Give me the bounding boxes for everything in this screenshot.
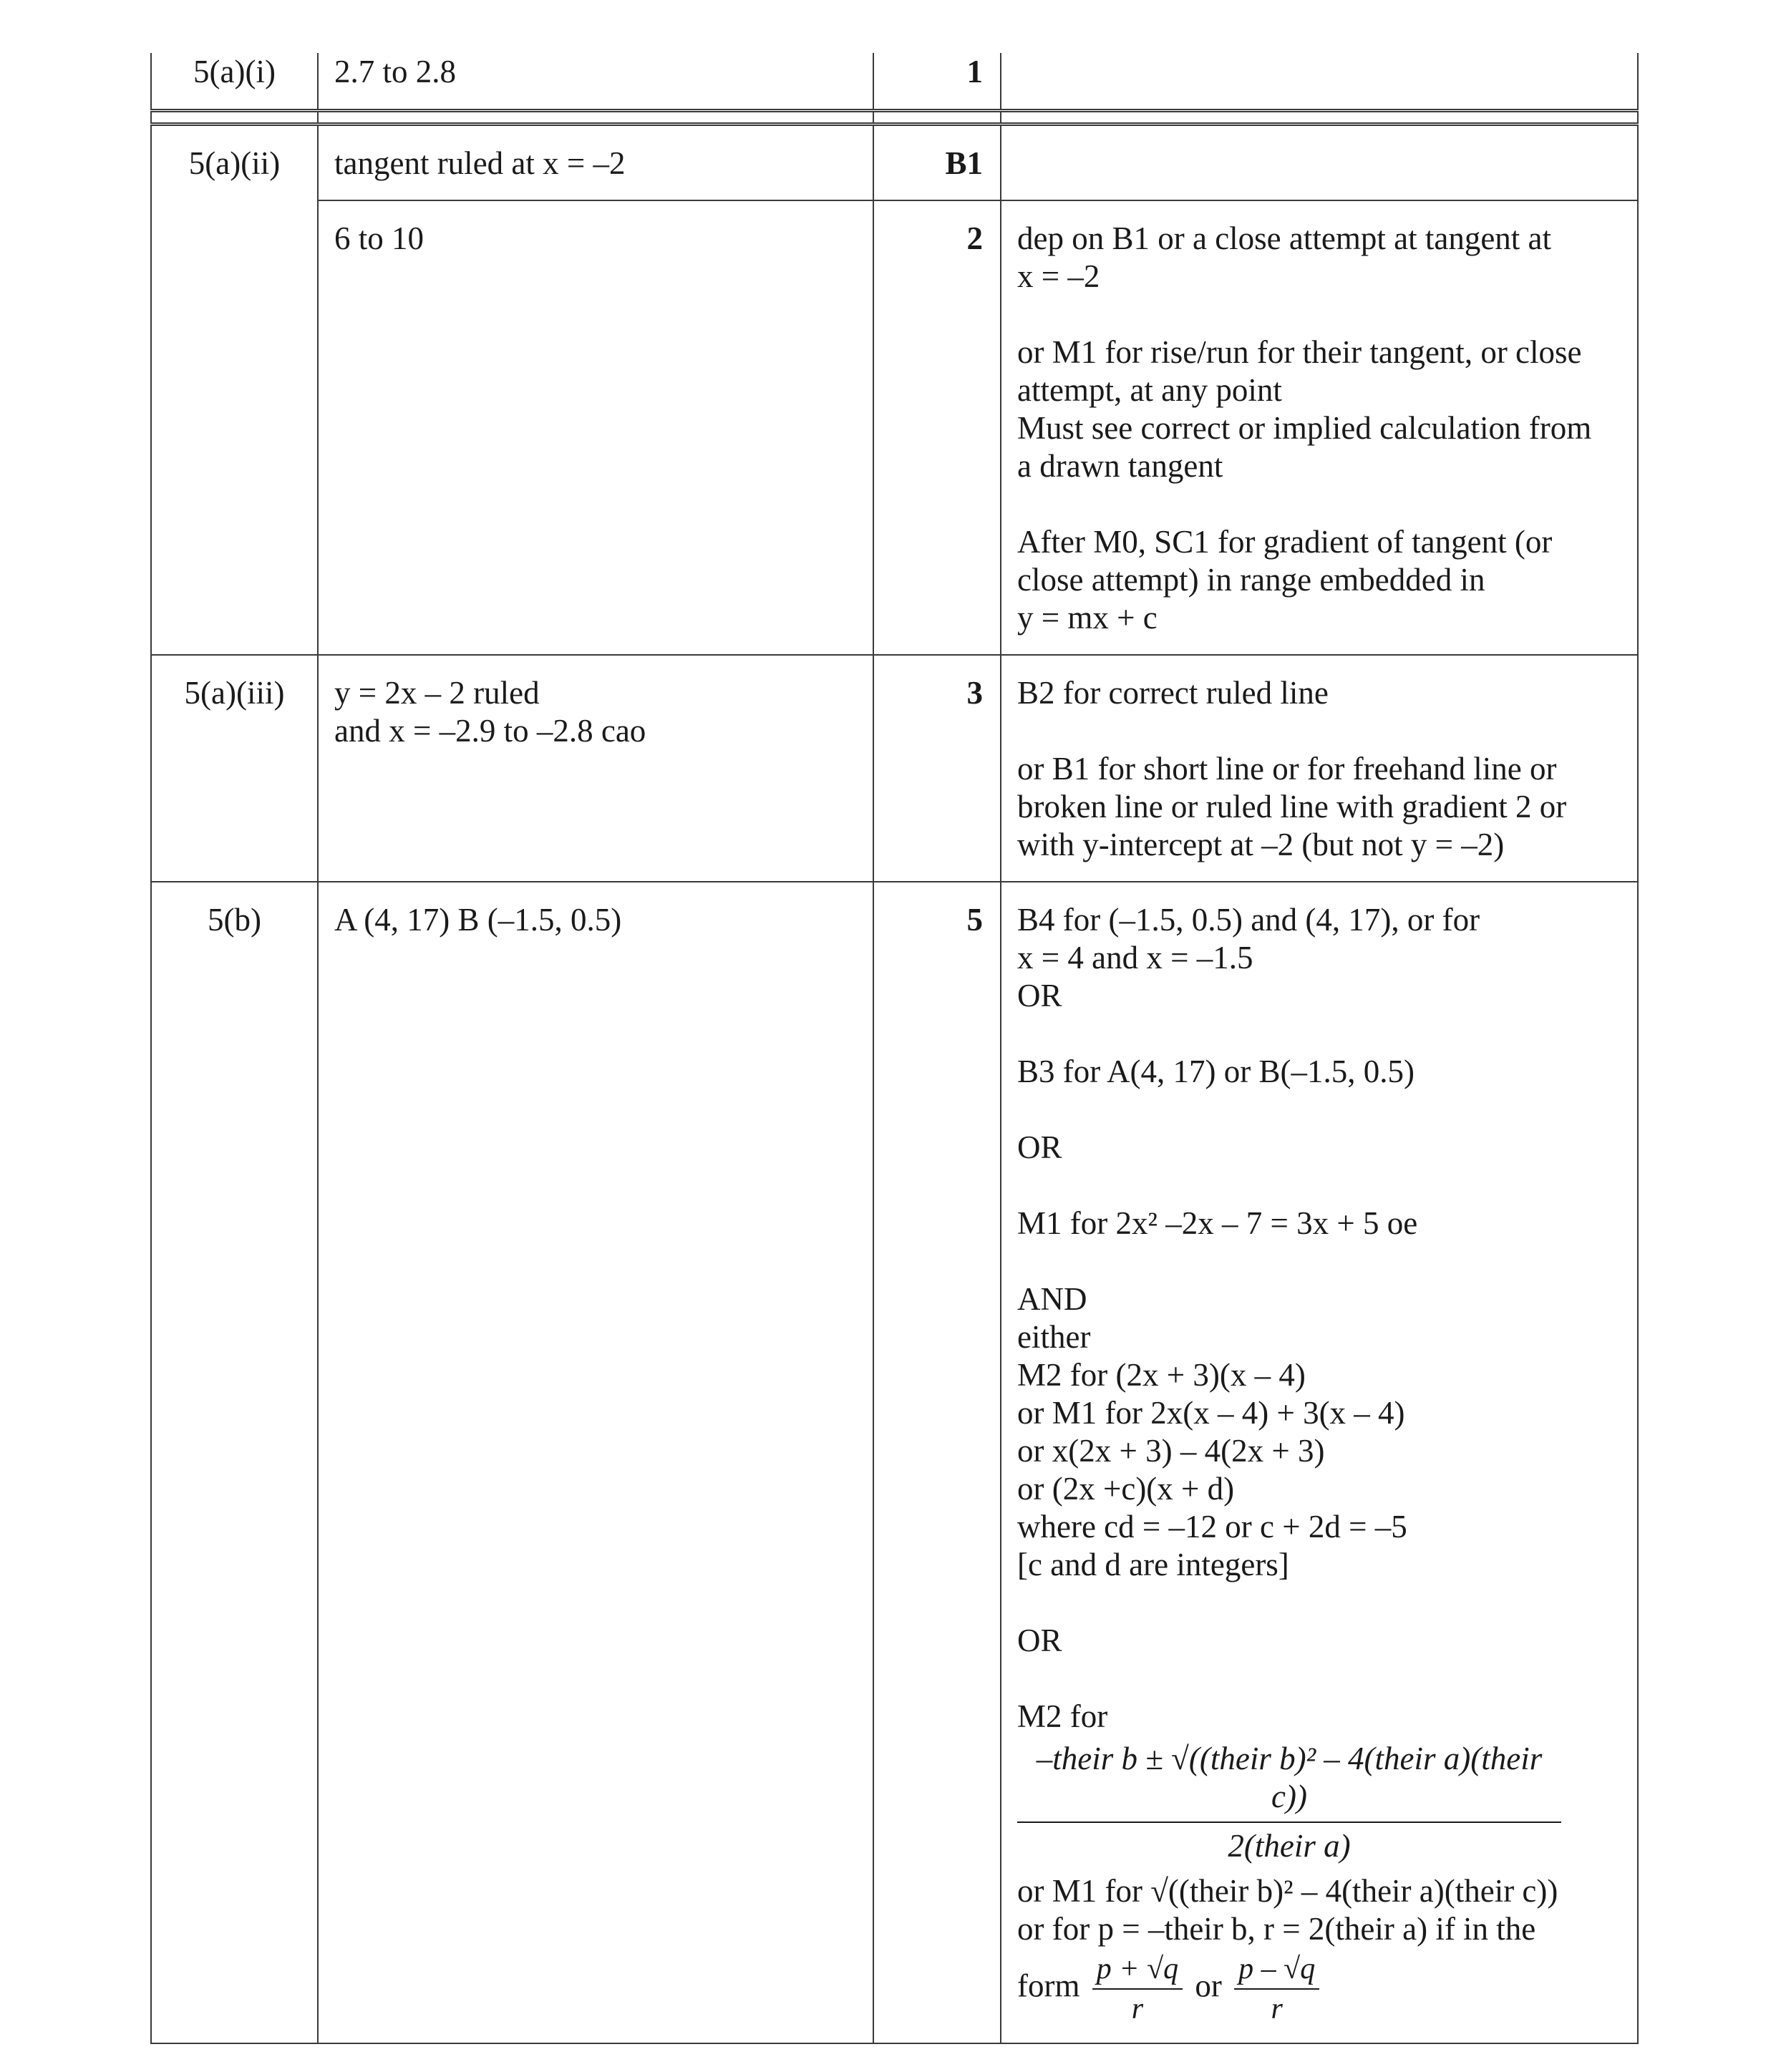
marks-cell xyxy=(873,655,1001,882)
marks-value: B1 xyxy=(945,145,983,181)
form-label: form xyxy=(1017,1967,1080,2003)
guidance-line: attempt, at any point xyxy=(1017,371,1282,408)
answer-cell xyxy=(318,655,873,882)
section-divider xyxy=(151,110,1638,124)
table-row xyxy=(151,655,1638,882)
mark-scheme-table xyxy=(150,53,1639,2044)
guidance-line: broken line or ruled line with gradient 2 or xyxy=(1017,788,1567,825)
guidance-line xyxy=(1017,1584,1621,1622)
guidance-line: AND xyxy=(1017,1280,1087,1317)
answer-cell xyxy=(318,882,873,2043)
guidance-line: where cd = –12 or c + 2d = –5 xyxy=(1017,1508,1407,1545)
answer-cell xyxy=(318,124,873,200)
marks-value: 2 xyxy=(966,220,983,256)
guidance-line: y = mx + c xyxy=(1017,599,1158,636)
answer-text: A (4, 17) B (–1.5, 0.5) xyxy=(334,901,622,938)
guidance-lines xyxy=(1017,901,1621,1736)
guidance-line: After M0, SC1 for gradient of tangent (or xyxy=(1017,523,1553,560)
guidance-line: M2 for (2x + 3)(x – 4) xyxy=(1017,1356,1306,1393)
guidance-line: with y-intercept at –2 (but not y = –2) xyxy=(1017,826,1505,862)
guidance-line: B3 for A(4, 17) or B(–1.5, 0.5) xyxy=(1017,1053,1415,1089)
marks-value: 1 xyxy=(966,54,983,89)
formula-numerator: –their b ± √((their b)² – 4(their a)(their c)) xyxy=(1017,1740,1561,1823)
question-number: 5(a)(iii) xyxy=(184,674,285,711)
guidance-cell xyxy=(1001,53,1638,110)
table-row xyxy=(151,882,1638,2043)
marks-cell xyxy=(873,200,1001,655)
guidance-cell xyxy=(1001,124,1638,200)
question-number: 5(b) xyxy=(208,901,261,938)
answer-text: y = 2x – 2 ruled xyxy=(334,674,540,711)
fraction-numerator: p + √q xyxy=(1092,1952,1183,1990)
marks-value: 3 xyxy=(966,674,983,711)
form-expression xyxy=(1017,1952,1621,2025)
answer-text: 6 to 10 xyxy=(334,220,424,256)
guidance-line xyxy=(1017,1015,1621,1053)
marks-value: 5 xyxy=(966,901,983,938)
guidance-line: dep on B1 or a close attempt at tangent at xyxy=(1017,220,1552,256)
table-row xyxy=(151,53,1638,110)
guidance-line: or (2x +c)(x + d) xyxy=(1017,1470,1235,1507)
question-cell xyxy=(151,124,318,655)
question-cell xyxy=(151,655,318,882)
guidance-line: M2 for xyxy=(1017,1698,1108,1734)
form-or: or xyxy=(1195,1967,1222,2003)
table-row xyxy=(151,200,1638,655)
guidance-line xyxy=(1017,1660,1621,1698)
guidance-line: either xyxy=(1017,1318,1091,1355)
fraction-numerator: p – √q xyxy=(1234,1952,1319,1990)
guidance-line: OR xyxy=(1017,1129,1062,1165)
guidance-line xyxy=(1017,1091,1621,1129)
guidance-line: B2 for correct ruled line xyxy=(1017,674,1329,711)
formula-denominator: 2(their a) xyxy=(1228,1827,1351,1864)
guidance-line: Must see correct or implied calculation from xyxy=(1017,409,1592,446)
guidance-line xyxy=(1017,1242,1621,1280)
guidance-line: OR xyxy=(1017,977,1062,1013)
guidance-line: a drawn tangent xyxy=(1017,447,1223,484)
guidance-line: close attempt) in range embedded in xyxy=(1017,561,1485,598)
marks-cell xyxy=(873,53,1001,110)
guidance-line: x = –2 xyxy=(1017,258,1100,294)
fraction-denominator: r xyxy=(1271,1992,1283,2025)
guidance-line: or for p = –their b, r = 2(their a) if in the xyxy=(1017,1910,1536,1947)
fraction-denominator: r xyxy=(1131,1992,1144,2025)
guidance-line: OR xyxy=(1017,1622,1062,1658)
answer-text: tangent ruled at x = –2 xyxy=(334,145,626,181)
question-number: 5(a)(ii) xyxy=(188,145,281,181)
guidance-line: or M1 for rise/run for their tangent, or close xyxy=(1017,334,1582,370)
answer-text: and x = –2.9 to –2.8 cao xyxy=(334,712,646,749)
guidance-line: or M1 for 2x(x – 4) + 3(x – 4) xyxy=(1017,1394,1405,1431)
table-row xyxy=(151,124,1638,200)
form-fraction-minus xyxy=(1234,1952,1319,2025)
answer-text: 2.7 to 2.8 xyxy=(334,54,457,89)
guidance-line: M1 for 2x² –2x – 7 = 3x + 5 oe xyxy=(1017,1205,1418,1241)
guidance-line: or M1 for √((their b)² – 4(their a)(their c)) xyxy=(1017,1872,1558,1909)
marks-cell xyxy=(873,882,1001,2043)
guidance-line: [c and d are integers] xyxy=(1017,1546,1289,1582)
quadratic-formula xyxy=(1017,1740,1561,1865)
answer-cell xyxy=(318,200,873,655)
question-number: 5(a)(i) xyxy=(193,54,276,89)
guidance-line: or x(2x + 3) – 4(2x + 3) xyxy=(1017,1432,1325,1469)
mark-scheme-table-container xyxy=(150,53,1637,2044)
guidance-line: or B1 for short line or for freehand line or xyxy=(1017,750,1557,787)
answer-cell xyxy=(318,53,873,110)
form-fraction-plus xyxy=(1092,1952,1183,2025)
marks-cell xyxy=(873,124,1001,200)
guidance-cell xyxy=(1001,655,1638,882)
guidance-line xyxy=(1017,296,1621,334)
guidance-cell xyxy=(1001,200,1638,655)
question-cell xyxy=(151,53,318,110)
guidance-line: x = 4 and x = –1.5 xyxy=(1017,939,1253,976)
guidance-cell xyxy=(1001,882,1638,2043)
guidance-line: B4 for (–1.5, 0.5) and (4, 17), or for xyxy=(1017,901,1480,938)
guidance-line xyxy=(1017,485,1621,523)
guidance-line xyxy=(1017,712,1621,750)
guidance-line xyxy=(1017,1167,1621,1205)
question-cell xyxy=(151,882,318,2043)
